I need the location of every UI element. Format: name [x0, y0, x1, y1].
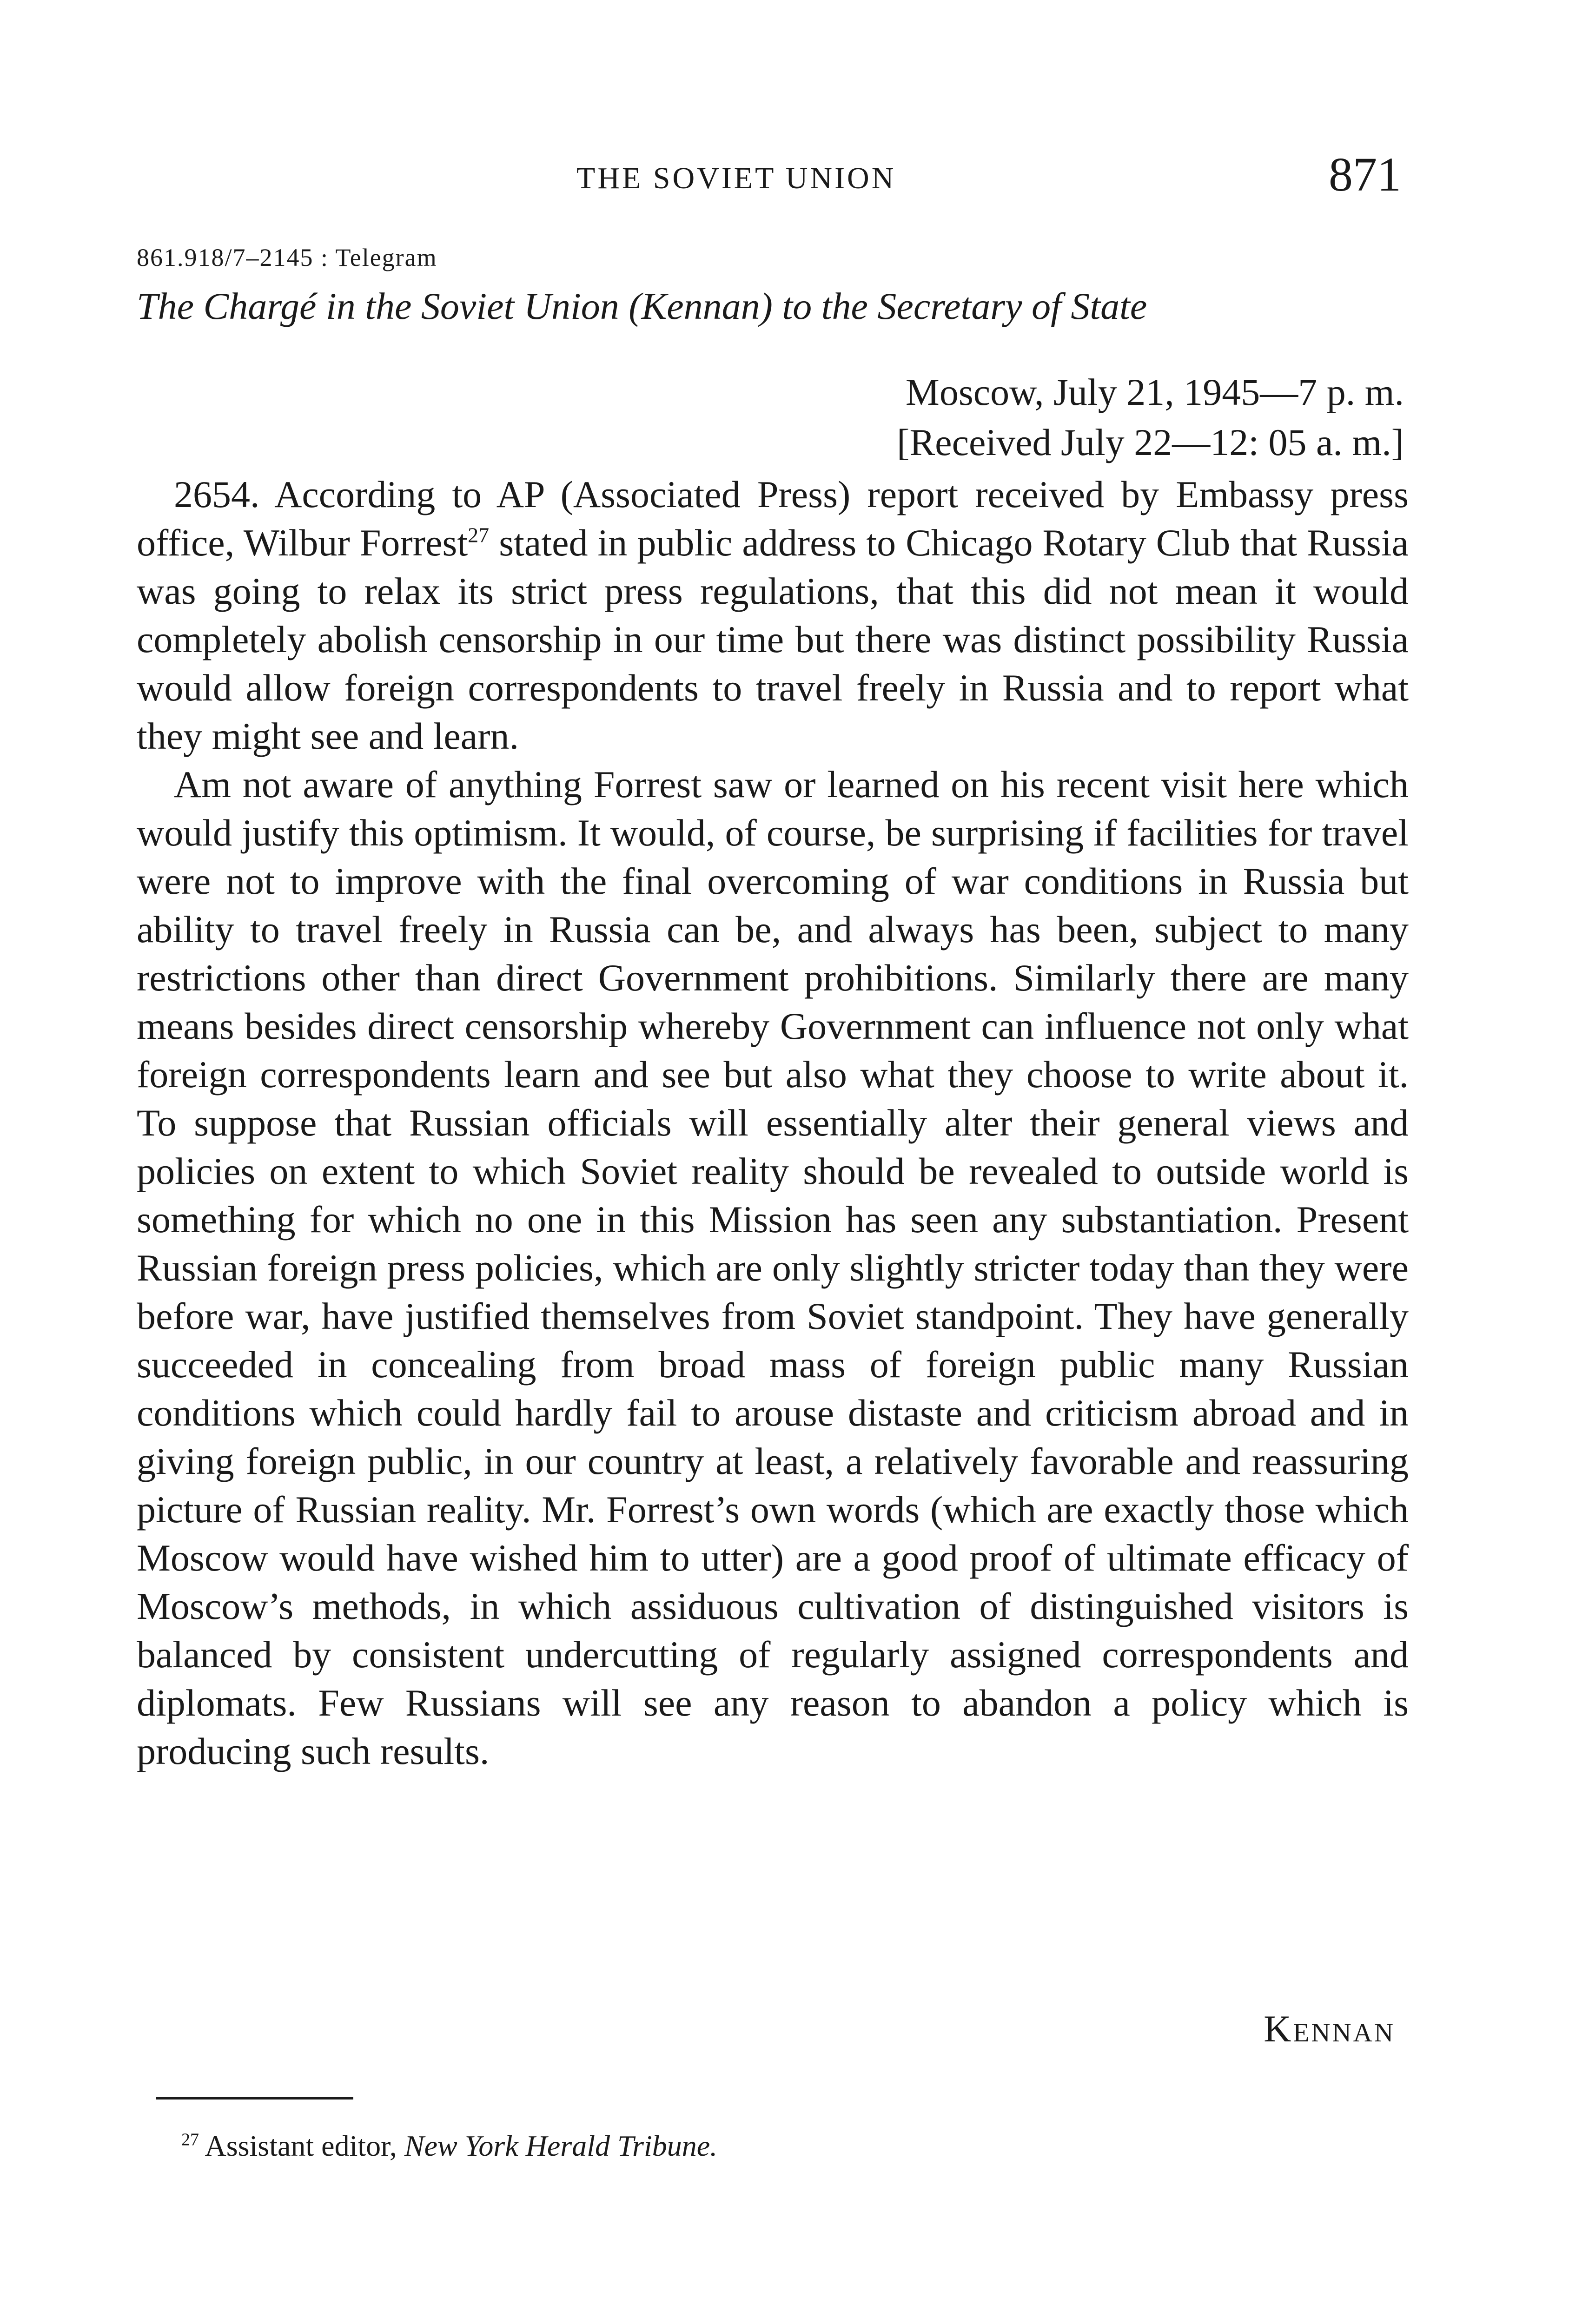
footnote-mark: 27 [181, 2130, 199, 2150]
paragraph-1-start: 2654. According to AP (Associated Press) report received by Embassy press office, Wilbur Forrest [137, 473, 1409, 564]
footnote-text: Assistant editor, [199, 2129, 404, 2162]
signature: Kennan [1264, 2007, 1395, 2050]
paragraph-1 [137, 470, 1409, 760]
page-number: 871 [1329, 148, 1401, 201]
paragraph-2: Am not aware of anything Forrest saw or learned on his recent visit here which would justify this optimism. It would, of course, be surprising if facilities for travel were not to improve with the final overcoming of war conditions in Russia but ability to travel freely in Russia can be, and always has been, subject to many restrictions other than direct Government prohibitions. Similarly there are many means besides direct censorship whereby Government can influence not only what foreign correspondents learn and see but also what they choose to write about it. To suppose that Russian officials will essentially alter their general views and policies on extent to which Soviet reality should be revealed to outside world is something for which no one in this Mission has seen any substantiation. Present Russian foreign press policies, which are only slightly stricter today than they were before war, have justified themselves from Soviet standpoint. They have generally succeeded in concealing from broad mass of foreign public many Russian conditions which could hardly fail to arouse distaste and criticism abroad and in giving foreign public, in our country at least, a relatively favorable and reassuring picture of Russian reality. Mr. Forrest’s own words (which are exactly those which Moscow would have wished him to utter) are a good proof of ultimate efficacy of Moscow’s methods, in which assiduous cultivation of distinguished visitors is balanced by consistent undercutting of regularly assigned correspondents and diplomats. Few Russians will see any reason to abandon a policy which is producing such results. [137, 763, 1409, 1772]
sent-dateline: Moscow, July 21, 1945—7 p. m. [905, 371, 1404, 413]
footnote-divider [156, 2097, 353, 2100]
paragraph-1-rest: stated in public address to Chicago Rotary Club that Russia was going to relax its strict press regulations, that this did not mean it would completely abolish censorship in our time but there was distinct possibility Russia would allow foreign correspondents to travel freely in Russia and to report what they might see and learn. [137, 522, 1409, 757]
footnote [181, 2129, 717, 2163]
file-code: 861.918/7–2145 : Telegram [137, 244, 437, 271]
dateline-block [744, 367, 1404, 468]
running-header: THE SOVIET UNION [576, 161, 896, 195]
footnote-reference: 27 [468, 523, 490, 547]
footnote-publication: New York Herald Tribune. [404, 2129, 718, 2162]
document-title: The Chargé in the Soviet Union (Kennan) to the Secretary of State [137, 285, 1147, 327]
received-dateline: [Received July 22—12: 05 a. m.] [897, 421, 1404, 463]
telegram-body [137, 470, 1409, 1776]
